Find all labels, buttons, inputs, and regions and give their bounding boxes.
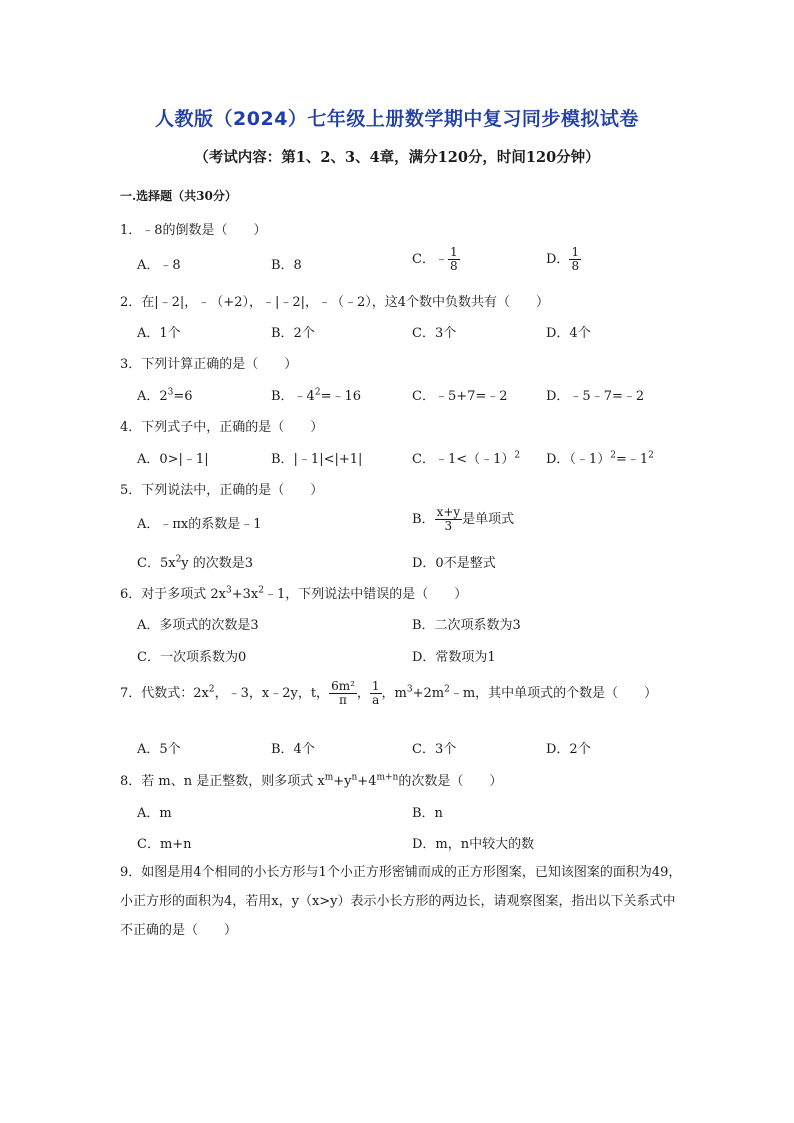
q4-option-d: D．$(﹣1)^2=﹣1^2$ <box>546 450 654 467</box>
q2-option-a: A．1个 <box>137 326 181 341</box>
page-title: 人教版（2024）七年级上册数学期中复习同步模拟试卷 <box>155 108 639 130</box>
question-4: 4．下列式子中，正确的是（ ） <box>120 420 324 435</box>
q6-option-c: C．一次项系数为0 <box>137 650 247 665</box>
q2-option-b: B．2个 <box>271 326 315 341</box>
exam-subtitle: （考试内容：第1、2、3、4章，满分120分，时间120分钟） <box>194 149 600 166</box>
q4-option-c: C．﹣1<（﹣1）$^2$ <box>412 450 521 467</box>
q7-option-b: B．4个 <box>271 742 315 757</box>
q7-fraction-6m2-pi: $\frac{\text{6m²}}{\pi}$ <box>331 679 355 707</box>
q8-option-b: B．n <box>412 806 443 821</box>
q5-option-a: A．﹣πx的系数是﹣1 <box>137 517 262 532</box>
q1-option-d: D． $\frac{1}{8}$ <box>546 245 580 273</box>
question-1: 1．﹣8的倒数是（ ） <box>120 223 267 238</box>
q2-option-d: D．4个 <box>546 326 591 341</box>
question-9: 9．如图是用4个相同的小长方形与1个小正方形密铺而成的正方形图案，已知该图案的面积为49，小正方形的面积为4，若用x，y（x>y）表示小长方形的两边长，请观察图案，指出以下关系式中不正确的是（ ） <box>120 865 682 938</box>
q7-option-c: C．3个 <box>412 742 457 757</box>
q5-option-c: C．$5x^2y$ 的次数是3 <box>137 554 254 571</box>
q4-option-a: A．0>|﹣1| <box>137 452 209 467</box>
q5-option-d: D．0不是整式 <box>412 556 496 571</box>
q8-option-d: D．m，n中较大的数 <box>412 837 535 852</box>
q7-option-a: A．5个 <box>137 742 181 757</box>
q1-option-b: B．8 <box>271 258 302 273</box>
q7-option-d: D．2个 <box>546 742 591 757</box>
q3-option-a: A．$2^3=6$ <box>137 387 193 404</box>
q5-option-b: B． $\frac{x+y}{3}$ 是单项式 <box>412 505 515 533</box>
q7-fraction-1-a: $\frac{1}{a}$ <box>371 679 380 707</box>
question-2: 2．在|﹣2|，﹣（+2），﹣|﹣2|，﹣（﹣2），这4个数中负数共有（ ） <box>120 295 550 310</box>
q3-option-d: D．﹣5﹣7=﹣2 <box>546 389 645 404</box>
q6-option-b: B．二次项系数为3 <box>412 618 521 633</box>
question-7: 7．代数式：$2x^2$，﹣3，x﹣2y，t， $\frac{\text{6m²}}{\pi}$ ， $\frac{1}{a}$ ，$m^3+2m^2﹣m$，其中单项式的个数是（ ） <box>120 679 658 707</box>
question-3: 3．下列计算正确的是（ ） <box>120 357 298 372</box>
q1-option-a: A．﹣8 <box>137 258 181 273</box>
q8-option-a: A．m <box>137 806 172 821</box>
q3-option-c: C．﹣5+7=﹣2 <box>412 389 508 404</box>
question-6: 6．对于多项式 $2x^3+3x^2﹣1$，下列说法中错误的是（ ） <box>120 585 468 602</box>
q8-option-c: C．m+n <box>137 837 192 852</box>
question-5: 5．下列说法中，正确的是（ ） <box>120 483 324 498</box>
question-8: 8．若 m、n 是正整数，则多项式 $x^m+y^n+4^{m+n}$的次数是（ ） <box>120 772 503 789</box>
q6-option-d: D．常数项为1 <box>412 650 496 665</box>
q3-option-b: B．$﹣4^2=﹣16$ <box>271 387 361 404</box>
q4-option-b: B．|﹣1|<|+1| <box>271 452 363 467</box>
q1-option-c: C．﹣ $\frac{1}{8}$ <box>412 245 458 273</box>
section-heading: 一.选择题（共30分） <box>120 189 237 203</box>
q6-option-a: A．多项式的次数是3 <box>137 618 259 633</box>
q2-option-c: C．3个 <box>412 326 457 341</box>
